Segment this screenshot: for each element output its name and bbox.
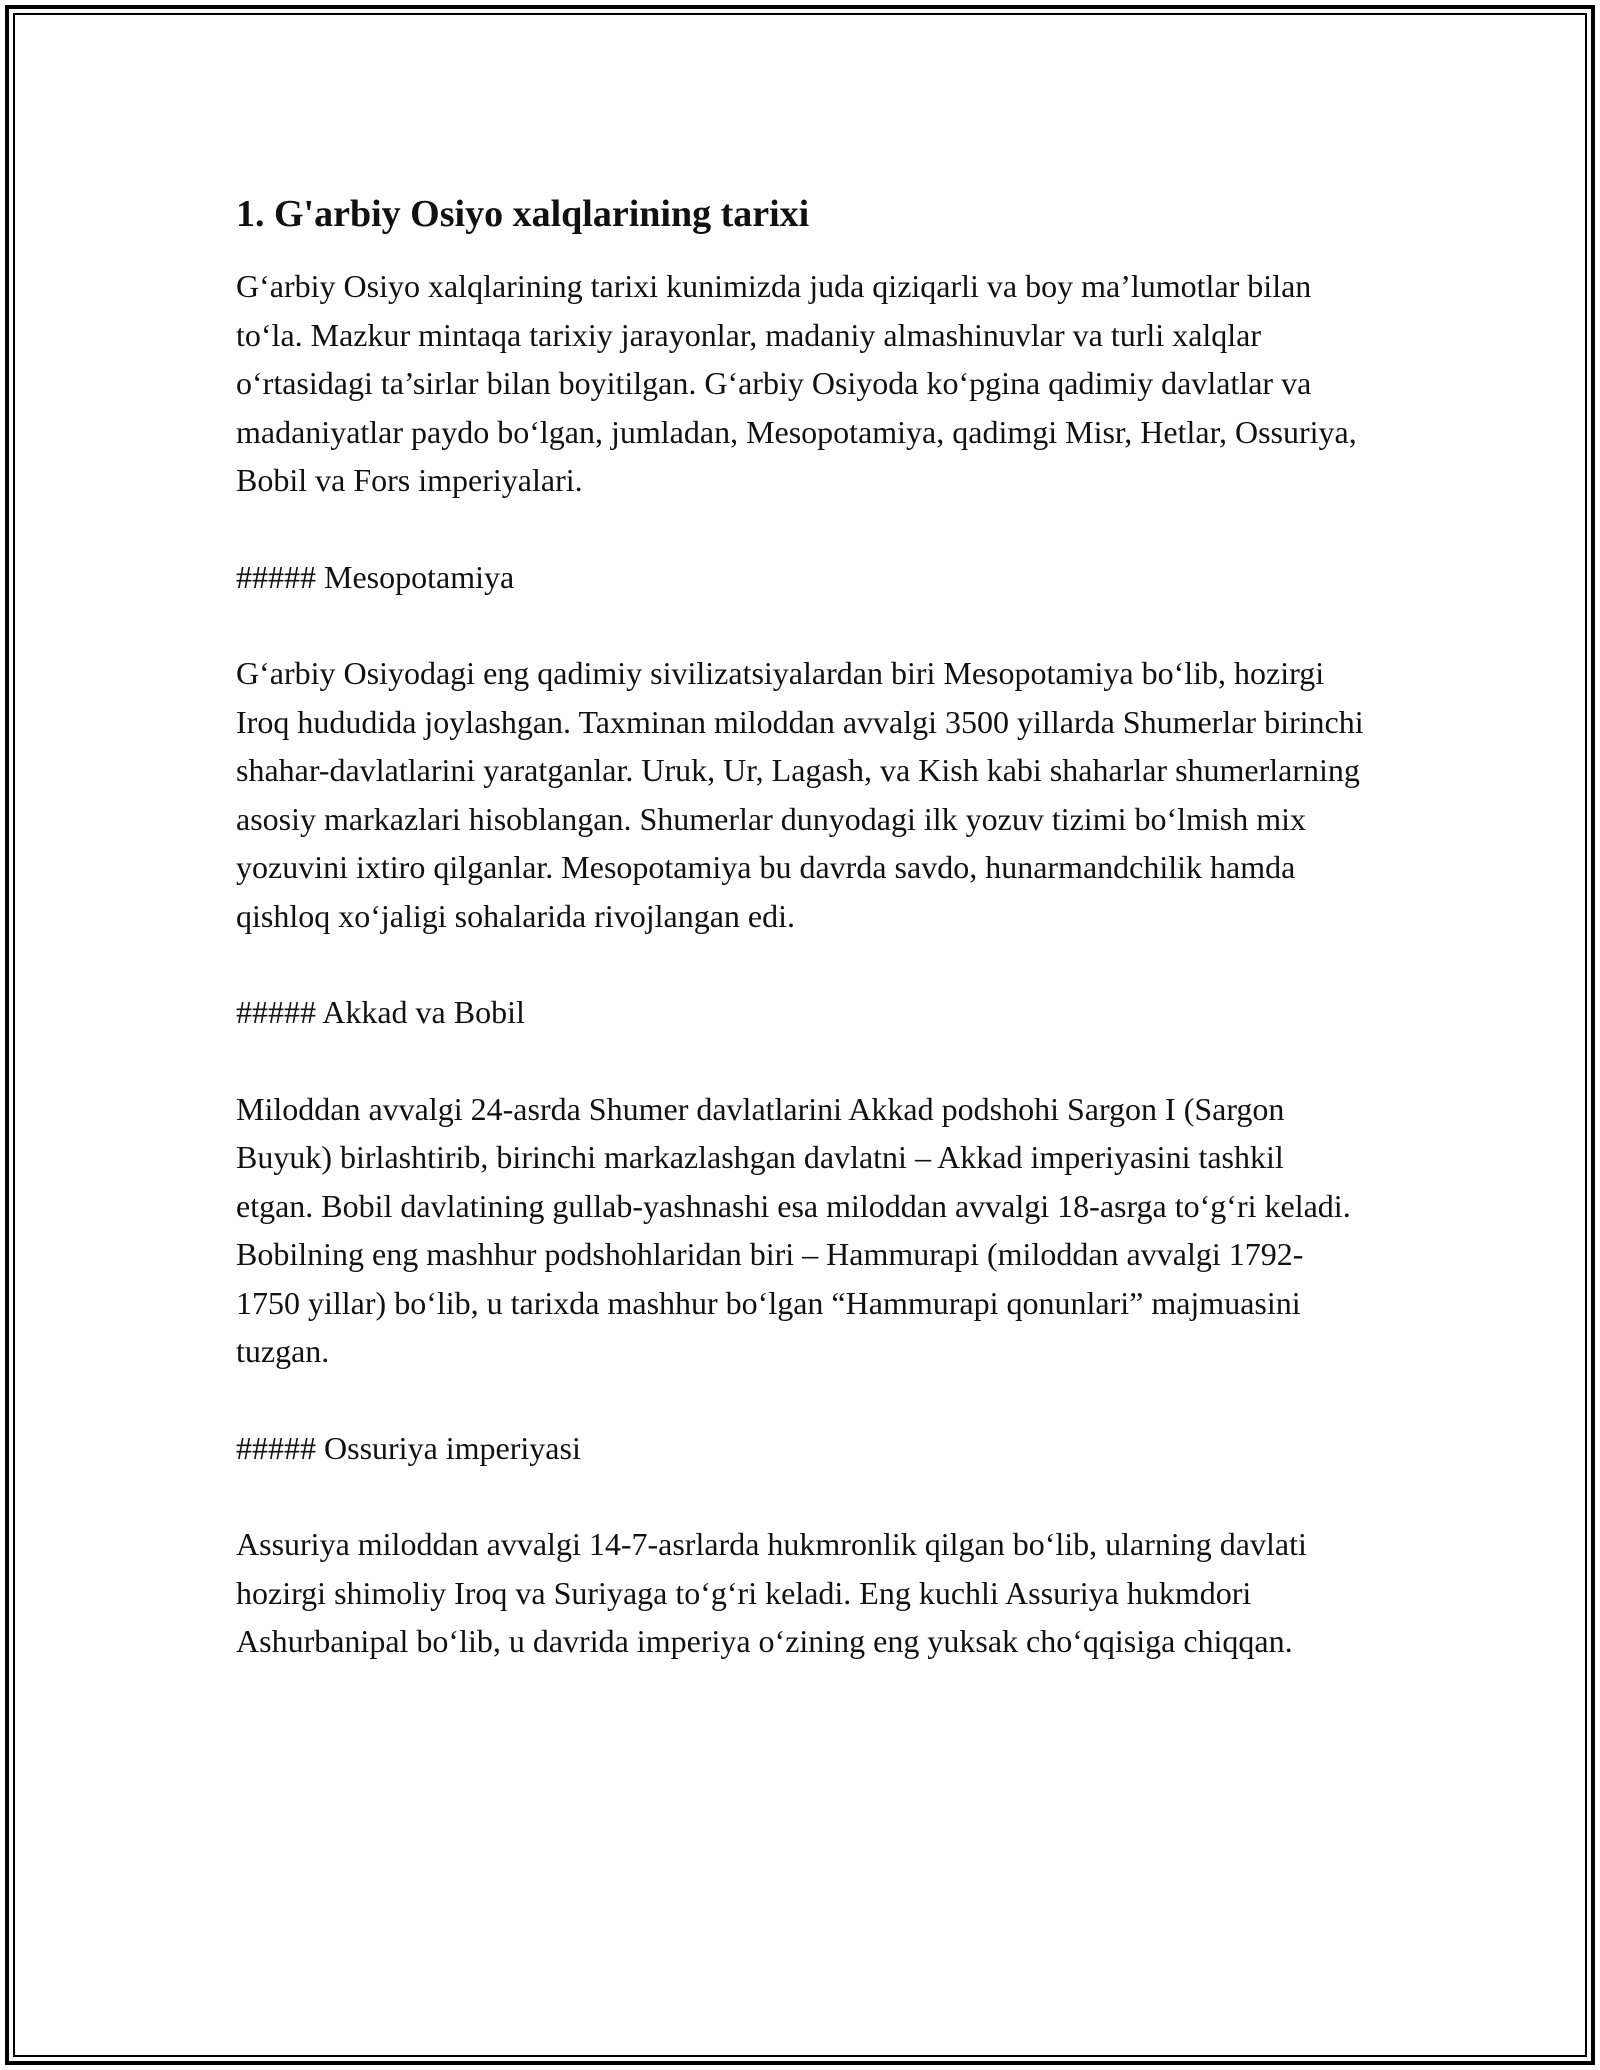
document-title: 1. G'arbiy Osiyo xalqlarining tarixi [236, 193, 810, 235]
intro-paragraph: G‘arbiy Osiyo xalqlarining tarixi kunimizda juda qiziqarli va boy ma’lumotlar bilan to‘la. Mazkur mintaqa tarixiy jarayonlar, madaniy almashinuvlar va turli xalqlar o‘rtasidagi ta’sirlar bilan boyitilgan. G‘arbiy Osiyoda ko‘pgina qadimiy davlatlar va madaniyatlar paydo bo‘lgan, jumladan, Mesopotamiya, qadimgi Misr, Hetlar, Ossuriya, Bobil va Fors imperiyalari. [236, 268, 1357, 498]
section-heading-akkad-bobil: ##### Akkad va Bobil [236, 994, 525, 1030]
section-body-ossuriya: Assuriya miloddan avvalgi 14-7-asrlarda hukmronlik qilgan bo‘lib, ularning davlati hozirgi shimoliy Iroq va Suriyaga to‘g‘ri keladi. Eng kuchli Assuriya hukmdori Ashurbanipal bo‘lib, u davrida imperiya o‘zining eng yuksak cho‘qqisiga chiqqan. [236, 1526, 1307, 1659]
section-body-akkad-bobil: Miloddan avvalgi 24-asrda Shumer davlatlarini Akkad podshohi Sargon I (Sargon Buyuk) birlashtirib, birinchi markazlashgan davlatni – Akkad imperiyasini tashkil etgan. Bobil davlatining gullab-yashnashi esa miloddan avvalgi 18-asrga to‘g‘ri keladi. Bobilning eng mashhur podshohlaridan biri – Hammurapi (miloddan avvalgi 1792-1750 yillar) bo‘lib, u tarixda mashhur bo‘lgan “Hammurapi qonunlari” majmuasini tuzgan. [236, 1090, 1351, 1369]
document-body [236, 188, 1366, 1714]
section-heading-mesopotamiya: ##### Mesopotamiya [236, 558, 515, 595]
section-body-mesopotamiya: G‘arbiy Osiyodagi eng qadimiy sivilizatsiyalardan biri Mesopotamiya bo‘lib, hozirgi Iroq hududida joylashgan. Taxminan miloddan avvalgi 3500 yillarda Shumerlar birinchi shahar-davlatlarini yaratganlar. Uruk, Ur, Lagash, va Kish kabi shaharlar shumerlarning asosiy markazlari hisoblangan. Shumerlar dunyodagi ilk yozuv tizimi bo‘lmish mix yozuvini ixtiro qilganlar. Mesopotamiya bu davrda savdo, hunarmandchilik hamda qishloq xo‘jaligi sohalarida rivojlangan edi. [236, 655, 1364, 934]
section-heading-ossuriya: ##### Ossuriya imperiyasi [236, 1429, 581, 1466]
